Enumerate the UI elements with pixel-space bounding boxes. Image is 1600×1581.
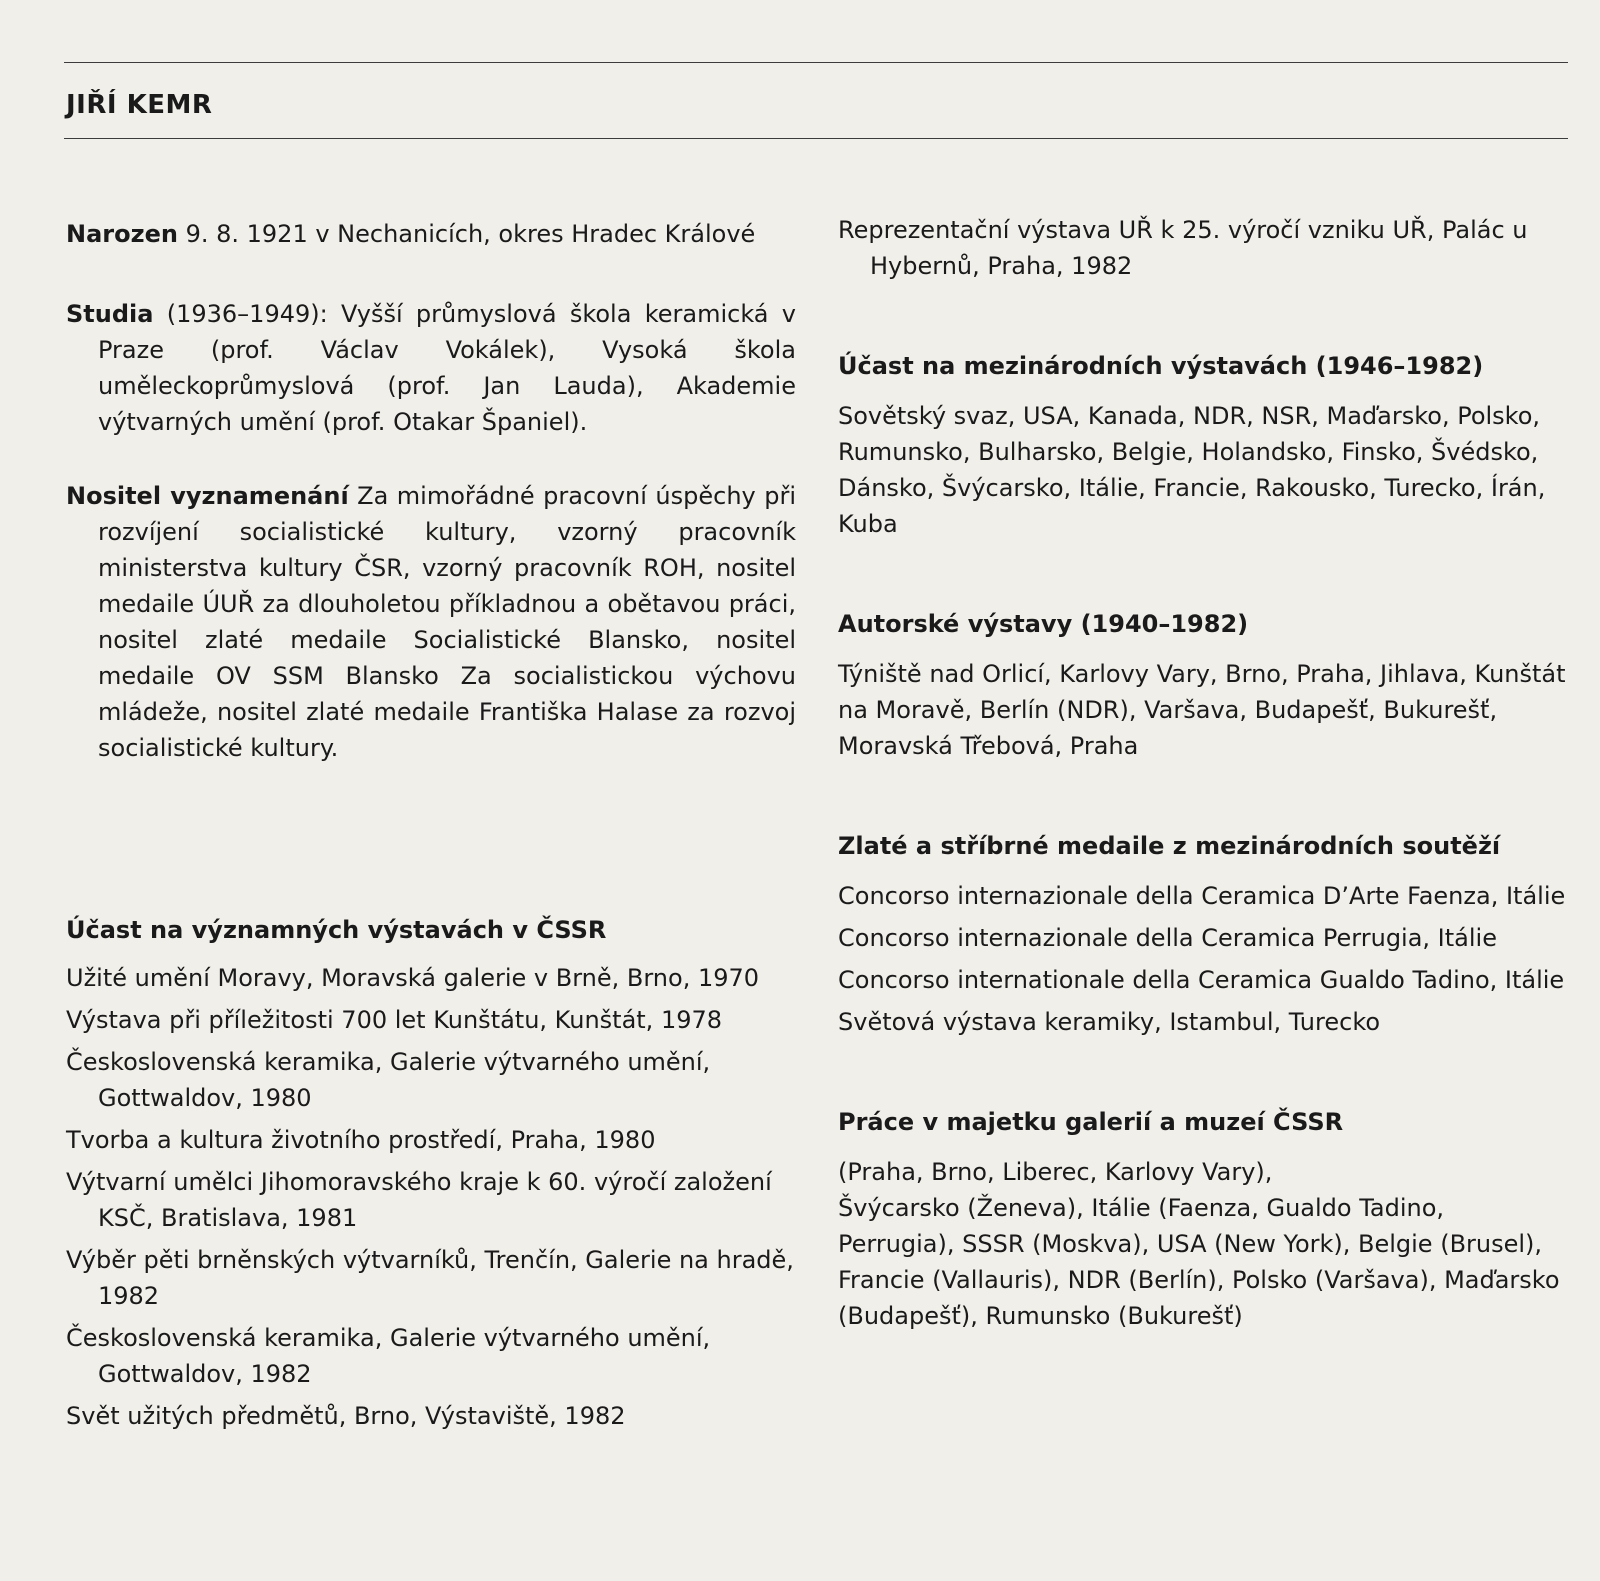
list-item: Concorso internationale della Ceramica Gualdo Tadino, Itálie — [838, 966, 1565, 994]
medals-list — [838, 878, 1568, 1040]
left-column — [66, 216, 796, 1434]
list-item: Svět užitých předmětů, Brno, Výstaviště, 1982 — [66, 1402, 626, 1430]
born-text: 9. 8. 1921 v Nechanicích, okres Hradec Králové — [185, 220, 756, 248]
studies-label: Studia — [66, 300, 154, 328]
solo-exhibitions-text: Týniště nad Orlicí, Karlovy Vary, Brno, Praha, Jihlava, Kunštát na Moravě, Berlín (NDR), Varšava, Budapešť, Bukurešť, Moravská Třebová, Praha — [838, 660, 1566, 760]
page-title: JIŘÍ KEMR — [66, 90, 213, 120]
solo-exhibitions-heading: Autorské výstavy (1940–1982) — [838, 610, 1249, 638]
right-column — [838, 212, 1568, 1334]
list-item: Reprezentační výstava UŘ k 25. výročí vzniku UŘ, Palác u Hybernů, Praha, 1982 — [838, 216, 1528, 280]
list-item: Tvorba a kultura životního prostředí, Praha, 1980 — [66, 1126, 656, 1154]
list-item: Užité umění Moravy, Moravská galerie v Brně, Brno, 1970 — [66, 964, 760, 992]
list-item: Československá keramika, Galerie výtvarného umění, Gottwaldov, 1982 — [66, 1324, 711, 1388]
list-item: Výběr pěti brněnských výtvarníků, Trenčín, Galerie na hradě, 1982 — [66, 1246, 794, 1310]
domestic-exhibitions-list — [66, 960, 796, 1434]
collections-line1: (Praha, Brno, Liberec, Karlovy Vary), — [838, 1158, 1273, 1186]
list-item: Československá keramika, Galerie výtvarného umění, Gottwaldov, 1980 — [66, 1048, 711, 1112]
awards-label: Nositel vyznamenání — [66, 482, 349, 510]
collections-text: Švýcarsko (Ženeva), Itálie (Faenza, Gualdo Tadino, Perrugia), SSSR (Moskva), USA (New York), Belgie (Brusel), Francie (Vallauris), NDR (Berlín), Polsko (Varšava), Maďarsko (Budapešť), Rumunsko (Bukurešť) — [838, 1194, 1560, 1330]
awards-text: Za mimořádné pracovní úspěchy při rozvíjení socialistické kultury, vzorný pracovník ministerstva kultury ČSR, vzorný pracovník ROH, nositel medaile ÚUŘ za dlouholetou příkladnou a obětavou práci, nositel zlaté medaile Socialistické Blansko, nositel medaile OV SSM Blansko Za socialistickou výchovu mládeže, nositel zlaté medaile Františka Halase za rozvoj socialistické kultury. — [98, 482, 796, 762]
list-item: Concorso internazionale della Ceramica Perrugia, Itálie — [838, 924, 1497, 952]
bio-studies — [66, 296, 796, 440]
bio-awards — [66, 478, 796, 766]
international-exhibitions-text: Sovětský svaz, USA, Kanada, NDR, NSR, Maďarsko, Polsko, Rumunsko, Bulharsko, Belgie, Holandsko, Finsko, Švédsko, Dánsko, Švýcarsko, Itálie, Francie, Rakousko, Turecko, Írán, Kuba — [838, 402, 1546, 538]
list-item: Výstava při příležitosti 700 let Kunštátu, Kunštát, 1978 — [66, 1006, 723, 1034]
born-label: Narozen — [66, 220, 178, 248]
collections-heading: Práce v majetku galerií a muzeí ČSSR — [838, 1108, 1344, 1136]
list-item: Světová výstava keramiky, Istambul, Turecko — [838, 1008, 1381, 1036]
international-exhibitions-heading: Účast na mezinárodních výstavách (1946–1982) — [838, 352, 1484, 380]
top-rule — [64, 62, 1568, 63]
bio-born — [66, 216, 796, 252]
studies-text: (1936–1949): Vyšší průmyslová škola keramická v Praze (prof. Václav Vokálek), Vysoká škola uměleckoprůmyslová (prof. Jan Lauda), Akademie výtvarných umění (prof. Otakar Španiel). — [98, 300, 796, 436]
list-item: Výtvarní umělci Jihomoravského kraje k 60. výročí založení KSČ, Bratislava, 1981 — [66, 1168, 772, 1232]
title-rule — [64, 138, 1568, 139]
medals-heading: Zlaté a stříbrné medaile z mezinárodních soutěží — [838, 832, 1501, 860]
domestic-exhibitions-heading: Účast na významných výstavách v ČSSR — [66, 916, 607, 944]
list-item: Concorso internazionale della Ceramica D’Arte Faenza, Itálie — [838, 882, 1566, 910]
